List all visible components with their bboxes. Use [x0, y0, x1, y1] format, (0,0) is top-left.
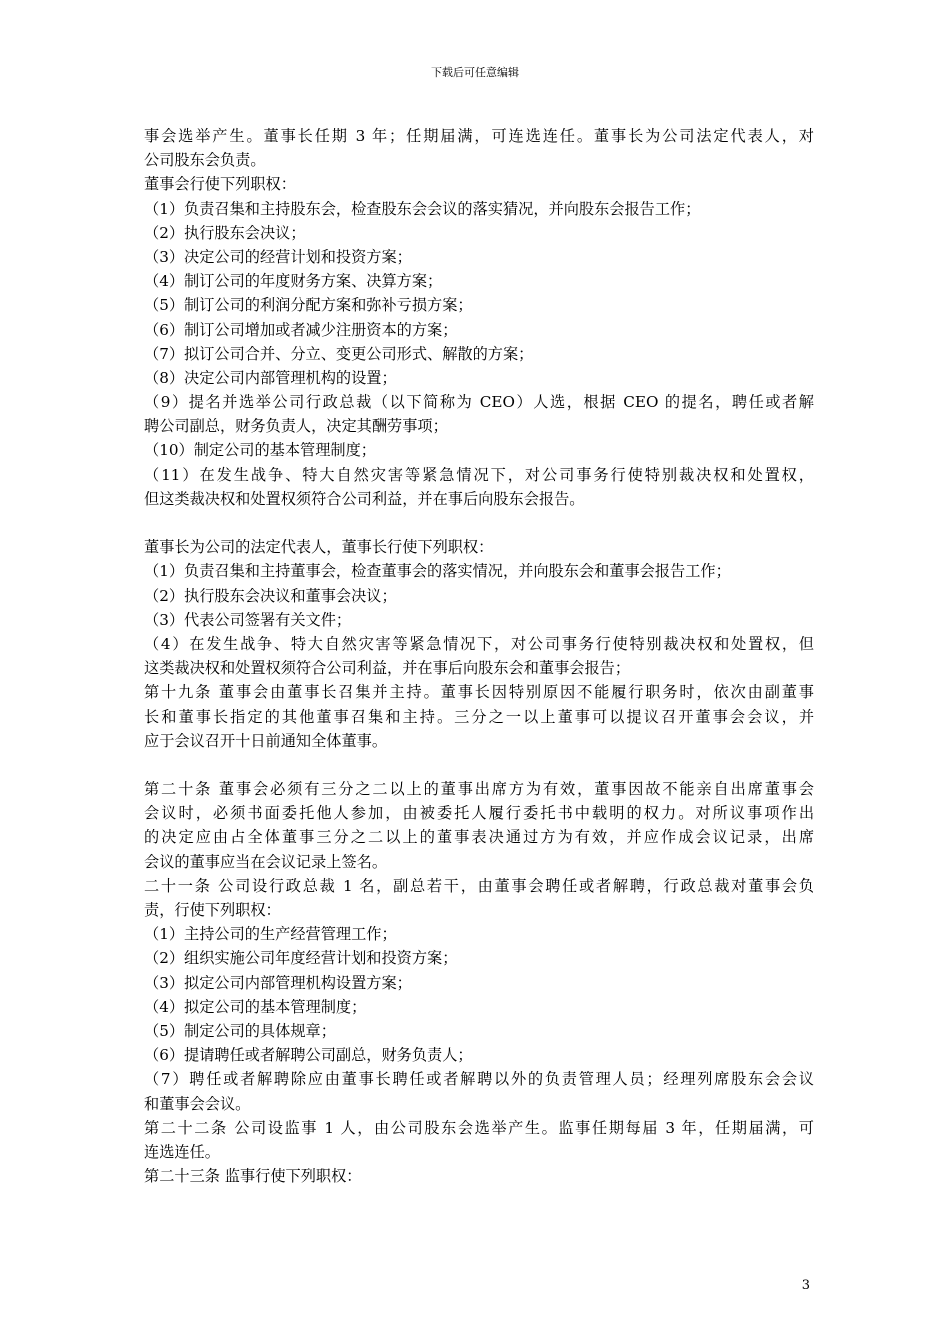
text-line: （11）在发生战争、特大自然灾害等紧急情况下，对公司事务行使特别裁决权和处置权， [144, 465, 814, 484]
text-line: 第二十三条 监事行使下列职权： [144, 1167, 362, 1186]
text-line: 连选连任。 [144, 1142, 220, 1161]
blank-line [144, 753, 814, 777]
text-line: （2）组织实施公司年度经营计划和投资方案； [144, 949, 458, 968]
text-line: 董事会行使下列职权： [144, 175, 296, 194]
text-line: 第十九条 董事会由董事长召集并主持。董事长因特别原因不能履行职务时，依次由副董事 [144, 683, 814, 702]
text-line: （10）制定公司的基本管理制度； [144, 441, 376, 460]
text-line: 这类裁决权和处置权须符合公司利益，并在事后向股东会和董事会报告； [144, 659, 630, 678]
text-line: （1）负责召集和主持股东会，检查股东会会议的落实猜况，并向股东会报告工作； [144, 199, 701, 218]
text-line: 但这类裁决权和处置权须符合公司利益，并在事后向股东会报告。 [144, 489, 585, 508]
text-line: 应于会议召开十日前通知全体董事。 [144, 731, 387, 750]
text-line: （2）执行股东会决议； [144, 223, 306, 242]
text-line: （3）拟定公司内部管理机构设置方案； [144, 973, 412, 992]
text-line: （4）在发生战争、特大自然灾害等紧急情况下，对公司事务行使特别裁决权和处置权，但 [144, 634, 814, 653]
text-line: （3）决定公司的经营计划和投资方案； [144, 247, 412, 266]
text-line: （2）执行股东会决议和董事会决议； [144, 586, 397, 605]
text-line: （5）制定公司的具体规章； [144, 1021, 336, 1040]
text-line: 责，行使下列职权： [144, 901, 281, 919]
text-line: （4）制订公司的年度财务方案、决算方案； [144, 272, 443, 291]
text-line: 长和董事长指定的其他董事召集和主持。三分之一以上董事可以提议召开董事会会议，并 [144, 707, 814, 726]
blank-line [144, 511, 814, 535]
text-line: （6）提请聘任或者解聘公司副总，财务负责人； [144, 1046, 473, 1065]
text-line: 事会选举产生。董事长任期 3 年；任期届满，可连选连任。董事长为公司法定代表人，对 [144, 127, 814, 145]
page-header: 下载后可任意编辑 [431, 66, 519, 79]
text-line: （8）决定公司内部管理机构的设置； [144, 368, 397, 387]
text-line: （7）拟订公司合并、分立、变更公司形式、解散的方案； [144, 344, 534, 363]
text-line: 第二十二条 公司设监事 1 人，由公司股东会选举产生。监事任期每届 3 年，任期届满，可 [144, 1118, 814, 1137]
text-line: 会议时，必须书面委托他人参加，由被委托人履行委托书中载明的权力。对所议事项作出 [144, 804, 814, 823]
text-line: 的决定应由占全体董事三分之二以上的董事表决通过方为有效，并应作成会议记录，出席 [144, 828, 814, 847]
text-line: （1）主持公司的生产经营管理工作； [144, 925, 397, 944]
text-line: 会议的董事应当在会议记录上签名。 [144, 852, 387, 871]
text-line: （3）代表公司签署有关文件； [144, 610, 352, 629]
text-line: 董事长为公司的法定代表人，董事长行使下列职权： [144, 538, 494, 557]
text-line: （4）拟定公司的基本管理制度； [144, 997, 367, 1016]
text-line: （7）聘任或者解聘除应由董事长聘任或者解聘以外的负责管理人员；经理列席股东会会议 [144, 1070, 814, 1089]
text-line: 公司股东会负责。 [144, 151, 266, 170]
text-line: （5）制订公司的利润分配方案和弥补亏损方案； [144, 296, 473, 315]
text-line: 二十一条 公司设行政总裁 1 名，副总若干，由董事会聘任或者解聘，行政总裁对董事会负 [144, 876, 814, 895]
page-number: 3 [801, 1278, 810, 1293]
text-line: （6）制订公司增加或者减少注册资本的方案； [144, 320, 458, 339]
text-line: 和董事会会议。 [144, 1094, 251, 1113]
document-body [144, 124, 814, 1188]
text-line: 聘公司副总，财务负责人，决定其酬劳事项； [144, 417, 448, 436]
text-line: （1）负责召集和主持董事会，检查董事会的落实情况，并向股东会和董事会报告工作； [144, 562, 731, 581]
text-line: （9）提名并选举公司行政总裁（以下简称为 CEO）人选，根据 CEO 的提名，聘任或者解 [144, 393, 814, 412]
text-line: 第二十条 董事会必须有三分之二以上的董事出席方为有效，董事因故不能亲自出席董事会 [144, 780, 814, 799]
